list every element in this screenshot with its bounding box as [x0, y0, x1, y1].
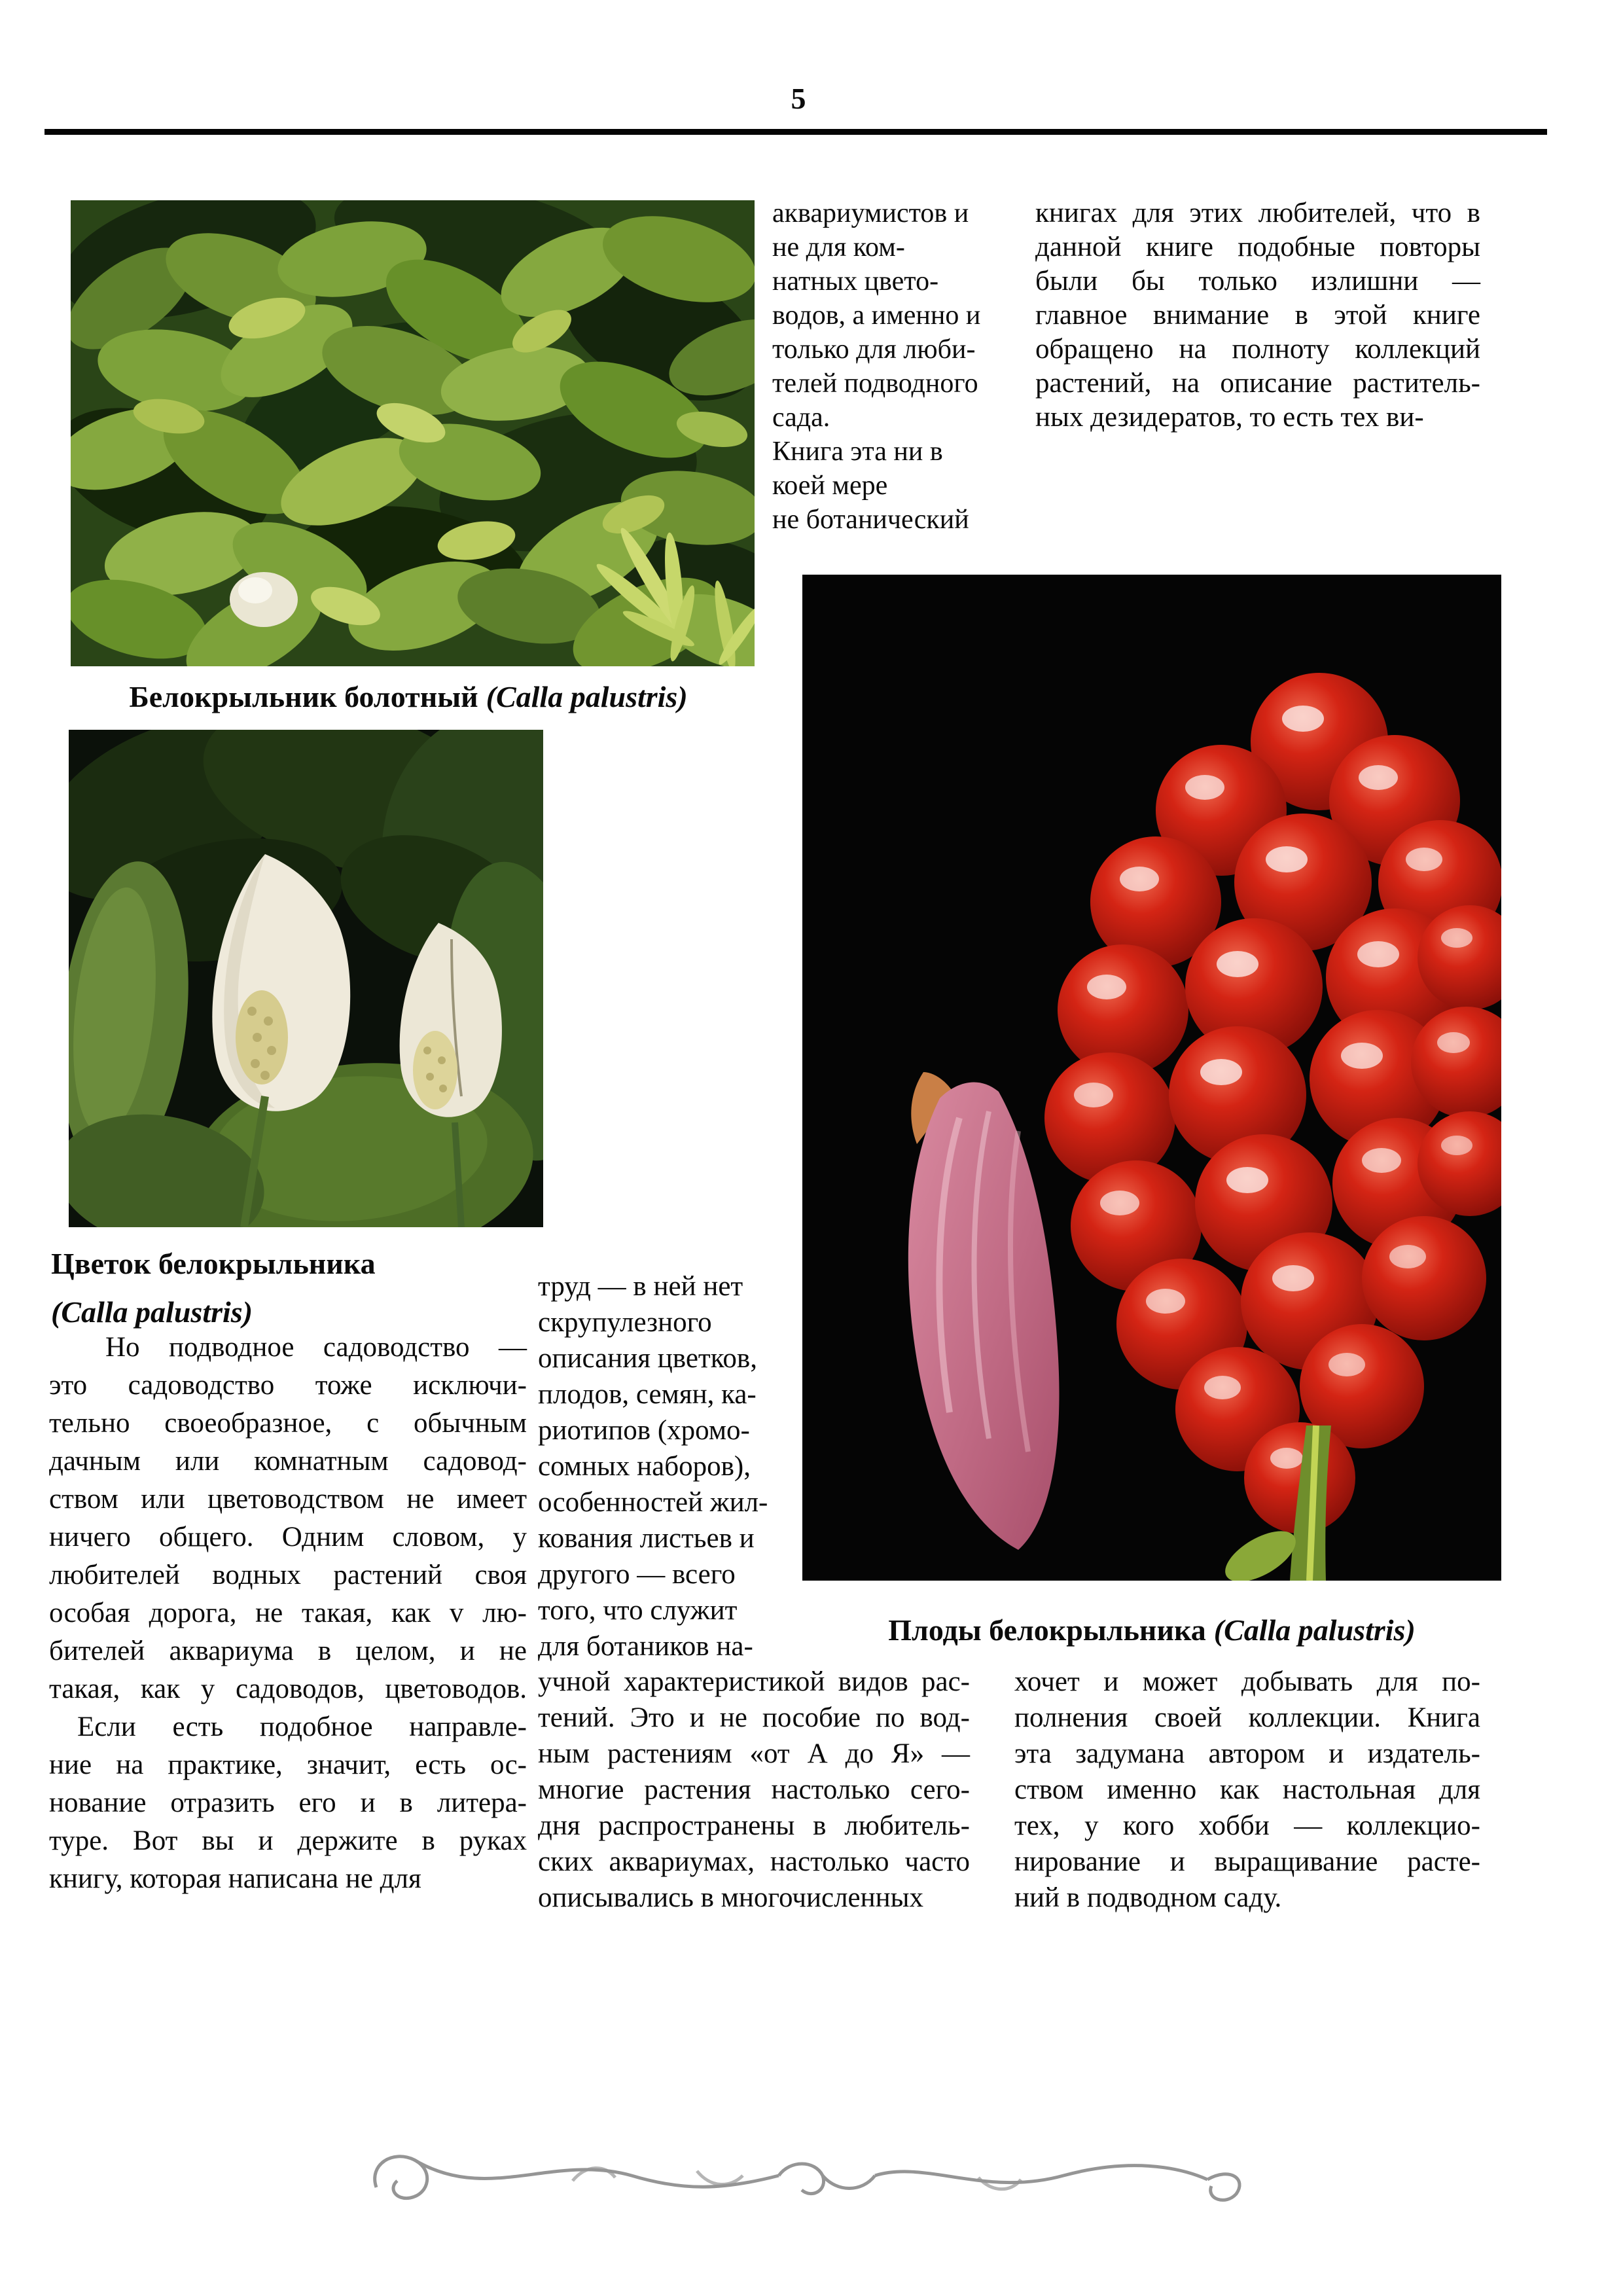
caption-fruit [802, 1611, 1501, 1649]
text-line: плодов, семян, ка- [538, 1379, 757, 1410]
text-line: хочет и может добывать для по- [1014, 1666, 1480, 1697]
caption-foliage-latin: (Calla palustris) [486, 680, 688, 713]
column-top-middle [772, 196, 1009, 537]
text-line: коей мере [772, 471, 888, 501]
text-line: дня распространены в любитель- [538, 1810, 970, 1841]
text-line: Книга эта ни в [772, 437, 943, 467]
text-line: Но подводное садоводство — [49, 1332, 527, 1363]
text-line: туре. Вот вы и держите в руках [49, 1825, 527, 1856]
text-line: ний в подводном саду. [1014, 1882, 1282, 1913]
text-line: тех, у кого хобби — коллекцио- [1014, 1810, 1480, 1841]
text-line: не ботанический [772, 505, 969, 535]
text-line: для ботаников на- [538, 1631, 753, 1662]
text-line: тений. Это и не пособие по вод- [538, 1702, 970, 1733]
text-line: ских аквариумах, настолько часто [538, 1846, 970, 1877]
text-line: полнения своей коллекции. Книга [1014, 1702, 1480, 1733]
text-line: нование отразить его и в литера- [49, 1787, 527, 1818]
text-line: сада. [772, 403, 830, 433]
header-rule [45, 129, 1547, 135]
text-line: риотипов (хромо- [538, 1415, 750, 1446]
text-line: телей подводного [772, 368, 978, 399]
caption-flower-ru: Цветок белокрыльника [51, 1247, 376, 1280]
text-line: ством именно как настольная для [1014, 1774, 1480, 1805]
text-line: кования листьев и [538, 1523, 755, 1554]
text-line: главное внимание в этой книге [1035, 300, 1480, 331]
text-line: многие растения настолько сего- [538, 1774, 970, 1805]
text-line: ным растениям «от А до Я» — [538, 1738, 970, 1769]
photo-calla-flowers [69, 730, 543, 1227]
text-line: дачным или комнатным садовод- [49, 1446, 527, 1477]
white-flower-spot [230, 572, 298, 627]
text-line: эта задумана автором и издатель- [1014, 1738, 1480, 1769]
column-top-right [1035, 196, 1480, 435]
text-line: растений, на описание раститель- [1035, 368, 1480, 399]
text-line: книгах для этих любителей, что в [1035, 198, 1480, 228]
text-line: учной характеристикой видов рас- [538, 1666, 970, 1697]
photo-calla-fruit [802, 575, 1501, 1581]
text-line: не для ком- [772, 232, 905, 262]
text-line: аквариумистов и [772, 198, 969, 228]
text-line: ством или цветоводством не имеет [49, 1484, 527, 1515]
text-line: труд — в ней нет [538, 1271, 743, 1302]
text-line: того, что служит [538, 1595, 738, 1626]
caption-fruit-ru: Плоды белокрыльника [888, 1613, 1206, 1647]
text-line: ние на практике, значит, есть ос- [49, 1749, 527, 1780]
spadix-right [413, 1031, 457, 1109]
text-line: нирование и выращивание расте- [1014, 1846, 1480, 1877]
text-line: натных цвето- [772, 266, 939, 296]
text-line: особенностей жил- [538, 1487, 768, 1518]
caption-flower [51, 1240, 522, 1336]
text-line: описывались в многочисленных [538, 1882, 924, 1913]
text-line: тельно своеобразное, с обычным [49, 1408, 527, 1439]
page-number: 5 [791, 82, 806, 115]
text-line: Если есть подобное направле- [49, 1712, 527, 1742]
caption-flower-latin: (Calla palustris) [51, 1295, 253, 1329]
caption-foliage [62, 678, 755, 716]
column-bottom-left [49, 1329, 527, 1898]
text-line: другого — всего [538, 1559, 736, 1590]
text-line: описания цветков, [538, 1343, 757, 1374]
text-line: книгу, которая написана не для [49, 1863, 421, 1894]
text-line: сомных наборов), [538, 1451, 751, 1482]
text-line: особая дорога, не такая, как v лю- [49, 1598, 527, 1628]
text-line: скрупулезного [538, 1307, 712, 1338]
text-line: бителей аквариума в целом, и не [49, 1636, 527, 1666]
text-line: обращено на полноту коллекций [1035, 334, 1480, 365]
text-line: были бы только излишни — [1035, 266, 1480, 296]
text-line: водов, а именно и [772, 300, 981, 331]
text-line: это садоводство тоже исключи- [49, 1370, 527, 1401]
text-line: ных дезидератов, то есть тех ви- [1035, 402, 1424, 433]
text-line: ничего общего. Одним словом, у [49, 1522, 527, 1552]
column-bottom-right [1014, 1664, 1480, 1916]
footer-flourish-ornament [357, 2142, 1253, 2210]
text-line: данной книге подобные повторы [1035, 232, 1480, 262]
caption-fruit-latin: (Calla palustris) [1213, 1613, 1416, 1647]
column-middle-wide [538, 1664, 970, 1916]
text-line: только для люби- [772, 334, 976, 365]
photo-calla-foliage [71, 200, 755, 666]
caption-foliage-ru: Белокрыльник болотный [129, 680, 478, 713]
column-middle-narrow [538, 1268, 801, 1664]
text-line: любителей водных растений своя [49, 1560, 527, 1590]
text-line: такая, как у садоводов, цветоводов. [49, 1674, 527, 1704]
